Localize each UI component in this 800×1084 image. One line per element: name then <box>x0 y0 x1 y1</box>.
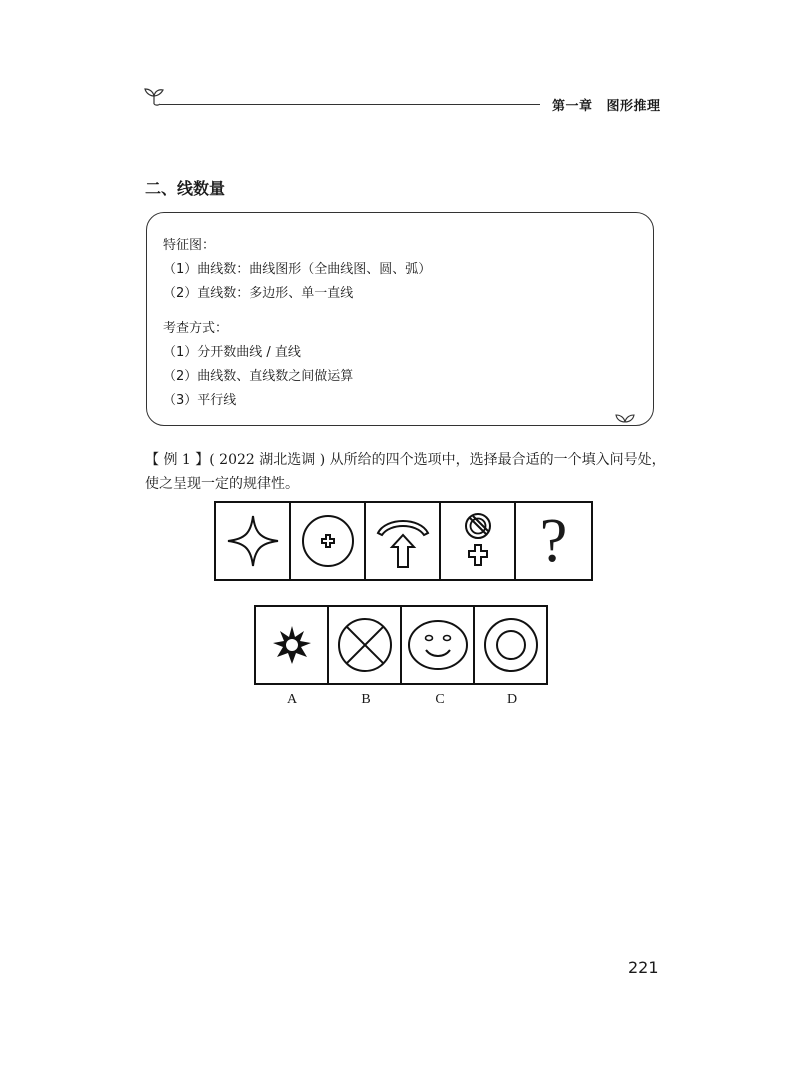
arc-with-arrow-icon <box>372 511 434 571</box>
example-question-line-1: 【 例 1 】( 2022 湖北选调 ) 从所给的四个选项中，选择最合适的一个填入问号处， <box>145 452 666 468</box>
options-figure-row <box>254 605 548 685</box>
question-cell-4 <box>441 503 516 579</box>
box-line: （3）平行线 <box>163 393 237 408</box>
chapter-title: 图形推理 <box>606 99 661 114</box>
slashed-circle-over-cross-icon <box>448 509 508 573</box>
box-line: （1）曲线数：曲线图形（全曲线图、圆、弧） <box>163 262 432 277</box>
page-number: 221 <box>628 958 659 977</box>
question-cell-2 <box>291 503 366 579</box>
option-cell-c <box>402 607 475 683</box>
question-mark: ? <box>539 507 568 575</box>
section-title: 二、线数量 <box>145 179 226 198</box>
header-divider <box>160 104 540 105</box>
option-label-d: D <box>506 692 518 707</box>
option-label-a: A <box>286 692 298 707</box>
question-cell-5 <box>516 503 591 579</box>
option-cell-d <box>475 607 546 683</box>
question-cell-1 <box>216 503 291 579</box>
sun-icon <box>272 625 312 665</box>
question-cell-3 <box>366 503 441 579</box>
example-question-line-2: 使之呈现一定的规律性。 <box>145 476 299 492</box>
chapter-heading <box>552 95 661 114</box>
concentric-circles-icon <box>481 615 541 675</box>
box-heading-features: 特征图： <box>163 238 216 253</box>
option-cell-b <box>329 607 402 683</box>
option-label-c: C <box>435 692 445 707</box>
circle-with-cross-icon <box>298 511 358 571</box>
box-line: （2）直线数：多边形、单一直线 <box>163 286 354 301</box>
option-cell-a <box>256 607 329 683</box>
circle-x-icon <box>335 615 395 675</box>
box-heading-methods: 考查方式： <box>163 321 229 336</box>
box-line: （1）分开数曲线 / 直线 <box>163 345 301 360</box>
question-figure-row <box>214 501 593 581</box>
box-line: （2）曲线数、直线数之间做运算 <box>163 369 354 384</box>
chapter-number: 第一章 <box>552 99 593 114</box>
four-pointed-star-icon <box>223 511 283 571</box>
option-label-b: B <box>361 692 371 707</box>
leaf-icon <box>614 410 636 424</box>
smiley-face-icon <box>406 617 470 673</box>
